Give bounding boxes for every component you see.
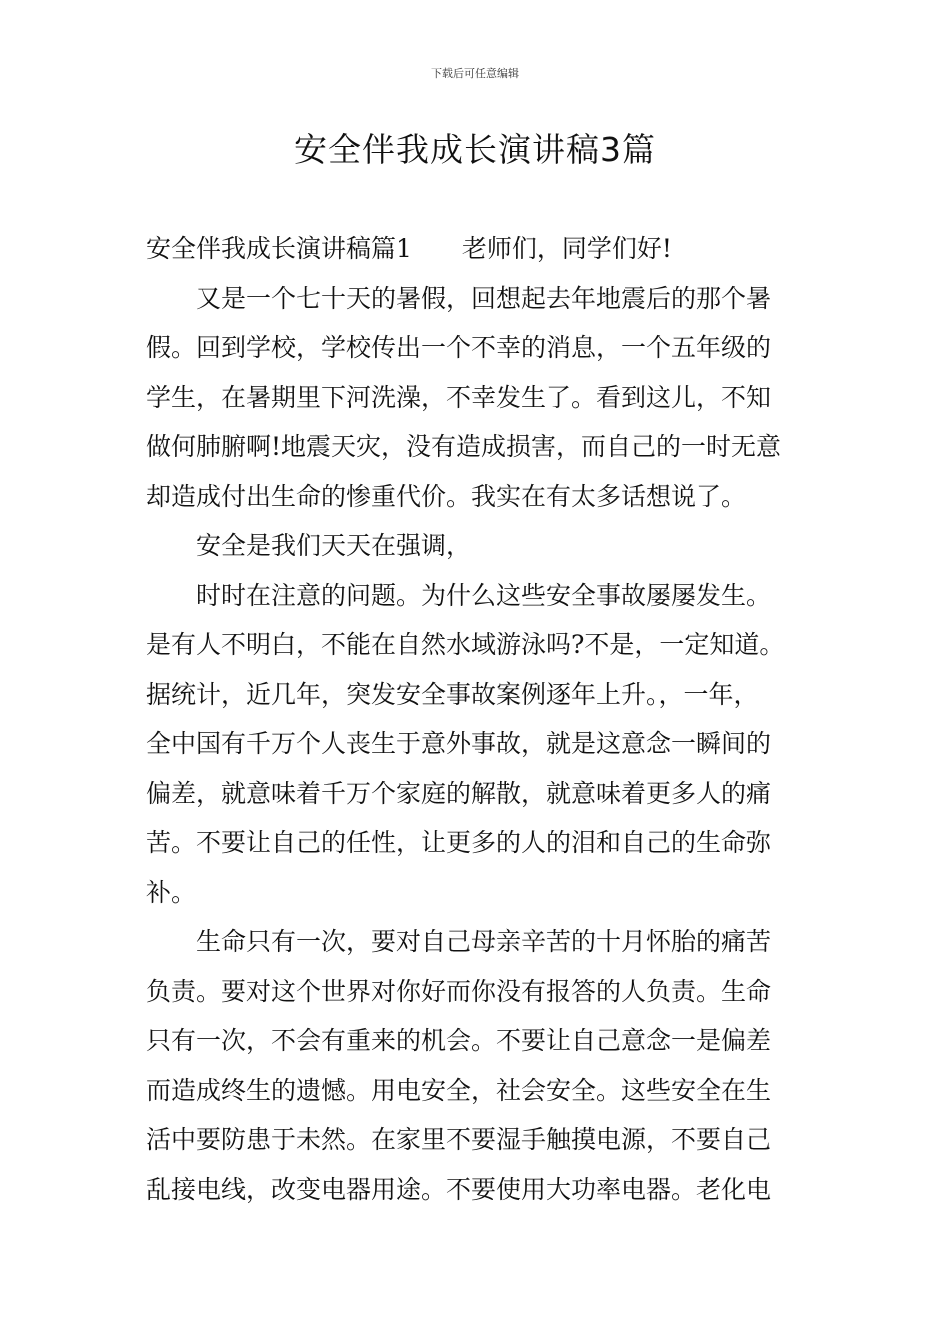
body-line: 做何肺腑啊!地震天灾，没有造成损害，而自己的一时无意 xyxy=(146,432,782,461)
body-line: 安全是我们天天在强调， xyxy=(196,531,472,560)
body-line: 苦。不要让自己的任性，让更多的人的泪和自己的生命弥 xyxy=(146,828,772,857)
body-line: 偏差，就意味着千万个家庭的解散，就意味着更多人的痛 xyxy=(146,778,772,808)
body-line: 全中国有千万个人丧生于意外事故，就是这意念一瞬间的 xyxy=(146,729,772,758)
first-line xyxy=(146,224,810,274)
body-line: 补。 xyxy=(146,877,197,907)
body-line: 假。回到学校，学校传出一个不幸的消息，一个五年级的 xyxy=(146,333,772,362)
section-label: 安全伴我成长演讲稿篇1 xyxy=(146,234,412,263)
body-line: 是有人不明白，不能在自然水域游泳吗?不是，一定知道。 xyxy=(146,630,785,659)
body-line: 学生，在暑期里下河洗澡，不幸发生了。看到这儿，不知 xyxy=(146,382,772,412)
body-line: 活中要防患于未然。在家里不要湿手触摸电源，不要自己 xyxy=(146,1125,772,1154)
document-title: 安全伴我成长演讲稿3篇 xyxy=(294,130,656,169)
body-line: 又是一个七十天的暑假，回想起去年地震后的那个暑 xyxy=(196,283,772,313)
body-line: 据统计，近几年，突发安全事故案例逐年上升。，一年， xyxy=(146,679,759,709)
header-note: 下载后可任意编辑 xyxy=(431,67,519,80)
body-line: 只有一次，不会有重来的机会。不要让自己意念一是偏差 xyxy=(146,1026,772,1055)
body-line: 却造成付出生命的惨重代价。我实在有太多话想说了。 xyxy=(146,481,747,511)
body-line: 负责。要对这个世界对你好而你没有报答的人负责。生命 xyxy=(146,976,772,1006)
body-line: 生命只有一次，要对自己母亲辛苦的十月怀胎的痛苦 xyxy=(196,927,772,956)
greeting: 老师们，同学们好! xyxy=(461,234,672,263)
body-line: 而造成终生的遗憾。用电安全，社会安全。这些安全在生 xyxy=(146,1075,772,1105)
body-line: 时时在注意的问题。为什么这些安全事故屡屡发生。 xyxy=(196,580,772,610)
document-body xyxy=(146,224,810,1214)
body-line: 乱接电线，改变电器用途。不要使用大功率电器。老化电 xyxy=(146,1174,772,1204)
